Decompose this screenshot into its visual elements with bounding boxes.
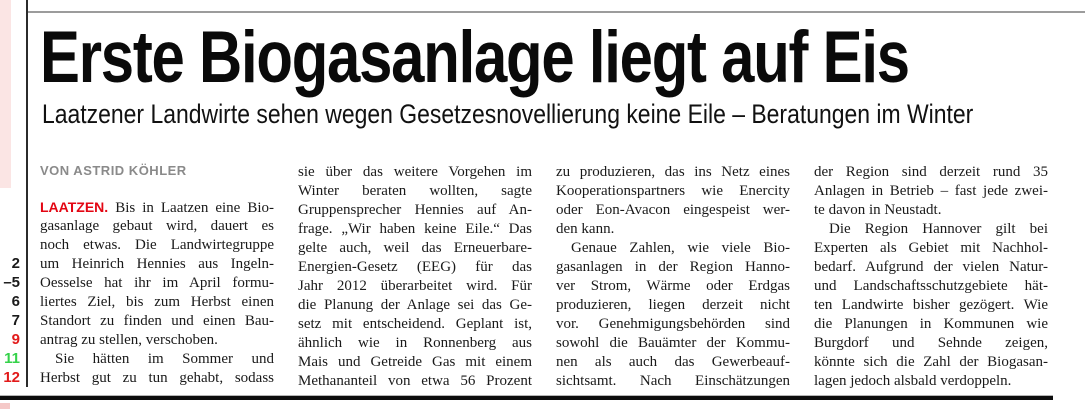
margin-number: 6 bbox=[11, 293, 20, 310]
body-line: Sie hätten im Sommer und bbox=[55, 351, 274, 367]
article-bottom-rule bbox=[0, 395, 1053, 400]
body-line: produzieren, liegen derzeit nicht bbox=[556, 297, 790, 313]
body-line: vor. Genehmigungsbehörden sind bbox=[556, 316, 790, 332]
body-line: antrag zu stellen, verschoben. bbox=[40, 332, 218, 348]
body-line: gasanlagen in der Region Hanno- bbox=[556, 259, 790, 275]
body-line: die Planung der Anlage sei das Ge- bbox=[298, 297, 532, 313]
margin-number: 12 bbox=[3, 369, 20, 386]
article-headline: Erste Biogasanlage liegt auf Eis bbox=[40, 17, 909, 98]
body-line: ten Landwirte bisher gezögert. Wie bbox=[814, 297, 1048, 313]
margin-number: 2 bbox=[11, 255, 20, 272]
article-column-3 bbox=[556, 163, 790, 391]
body-line: Oesselse hat ihr im April formu- bbox=[40, 275, 274, 291]
body-line: Methananteil von etwa 56 Prozent bbox=[298, 373, 532, 389]
body-line: LAATZEN. Bis in Laatzen eine Bio- bbox=[40, 199, 274, 216]
margin-numbers-column bbox=[0, 254, 20, 387]
byline: VON ASTRID KÖHLER bbox=[40, 163, 187, 178]
body-line: te davon in Neustadt. bbox=[814, 202, 942, 218]
article-column-2 bbox=[298, 163, 532, 391]
article-body bbox=[40, 163, 1048, 391]
body-line: Jahr 2012 überarbeitet wird. Für bbox=[298, 278, 532, 294]
body-line: die Planungen in Kommunen wie bbox=[814, 316, 1048, 332]
body-line: der Region sind derzeit rund 35 bbox=[814, 164, 1048, 180]
margin-number: 9 bbox=[11, 331, 20, 348]
body-line: sichtsamt. Nach Einschätzungen bbox=[556, 373, 790, 389]
article-top-rule bbox=[28, 11, 1085, 13]
body-line: ähnlich wie in Ronnenberg aus bbox=[298, 335, 532, 351]
margin-number: –5 bbox=[3, 274, 20, 291]
body-line: den kann. bbox=[556, 221, 615, 237]
margin-number: 11 bbox=[4, 350, 20, 367]
margin-number: 7 bbox=[11, 312, 20, 329]
body-line: Winter beraten wollten, sagte bbox=[298, 183, 532, 199]
body-line: liertes Ziel, bis zum Herbst einen bbox=[40, 294, 274, 310]
body-line: Experten als Gebiet mit Nachhol- bbox=[814, 240, 1048, 256]
body-line: zu produzieren, das ins Netz eines bbox=[556, 164, 790, 180]
body-line: noch etwas. Die Landwirtegruppe bbox=[40, 237, 274, 253]
body-line: gelte auch, weil das Erneuerbare- bbox=[298, 240, 532, 256]
adjacent-content-edge-bottom bbox=[0, 403, 10, 409]
body-line: Gruppensprecher Hennies auf An- bbox=[298, 202, 532, 218]
body-line: Kooperationspartners wie Enercity bbox=[556, 183, 790, 199]
adjacent-content-edge bbox=[0, 0, 11, 188]
article-column-1 bbox=[40, 163, 274, 391]
body-line: Mais und Getreide Gas mit einem bbox=[298, 354, 532, 370]
body-line: könnte sich die Zahl der Biogasan- bbox=[814, 354, 1048, 370]
body-line: lagen jedoch alsbald verdoppeln. bbox=[814, 373, 1012, 389]
body-line: frage. „Wir haben keine Eile.“ Das bbox=[298, 221, 532, 237]
article-subheadline: Laatzener Landwirte sehen wegen Gesetzesnovellierung keine Eile – Beratungen im Winter bbox=[42, 99, 974, 129]
body-line: gasanlage gebaut wird, dauert es bbox=[40, 218, 274, 234]
body-line: Burgdorf und Sehnde zeigen, bbox=[814, 335, 1048, 351]
body-line: um Heinrich Hennies aus Ingeln- bbox=[40, 256, 274, 272]
body-line: Herbst gut zu tun gehabt, sodass bbox=[40, 370, 274, 386]
body-line: und Landschaftsschutzgebiete hät- bbox=[814, 278, 1048, 294]
body-line: Die Region Hannover gilt bei bbox=[829, 221, 1048, 237]
body-line: Anlagen in Betrieb – fast jede zwei- bbox=[814, 183, 1048, 199]
column-divider-rule bbox=[26, 0, 28, 387]
body-line: bedarf. Aufgrund der vielen Natur- bbox=[814, 259, 1048, 275]
body-line: Energien-Gesetz (EEG) für das bbox=[298, 259, 532, 275]
body-line: ver Strom, Wärme oder Erdgas bbox=[556, 278, 790, 294]
body-line: Standort zu finden und einen Bau- bbox=[40, 313, 274, 329]
body-line: Genaue Zahlen, wie viele Bio- bbox=[571, 240, 790, 256]
body-line: oder Eon-Avacon eingespeist wer- bbox=[556, 202, 790, 218]
body-line: setz mit entscheidend. Geplant ist, bbox=[298, 316, 532, 332]
article-column-4 bbox=[814, 163, 1048, 391]
body-line: sie über das weitere Vorgehen im bbox=[298, 164, 532, 180]
body-line: sowohl die Bauämter der Kommu- bbox=[556, 335, 790, 351]
dateline-laatzen: LAATZEN. bbox=[40, 199, 109, 215]
body-line: nen als auch das Gewerbeauf- bbox=[556, 354, 790, 370]
